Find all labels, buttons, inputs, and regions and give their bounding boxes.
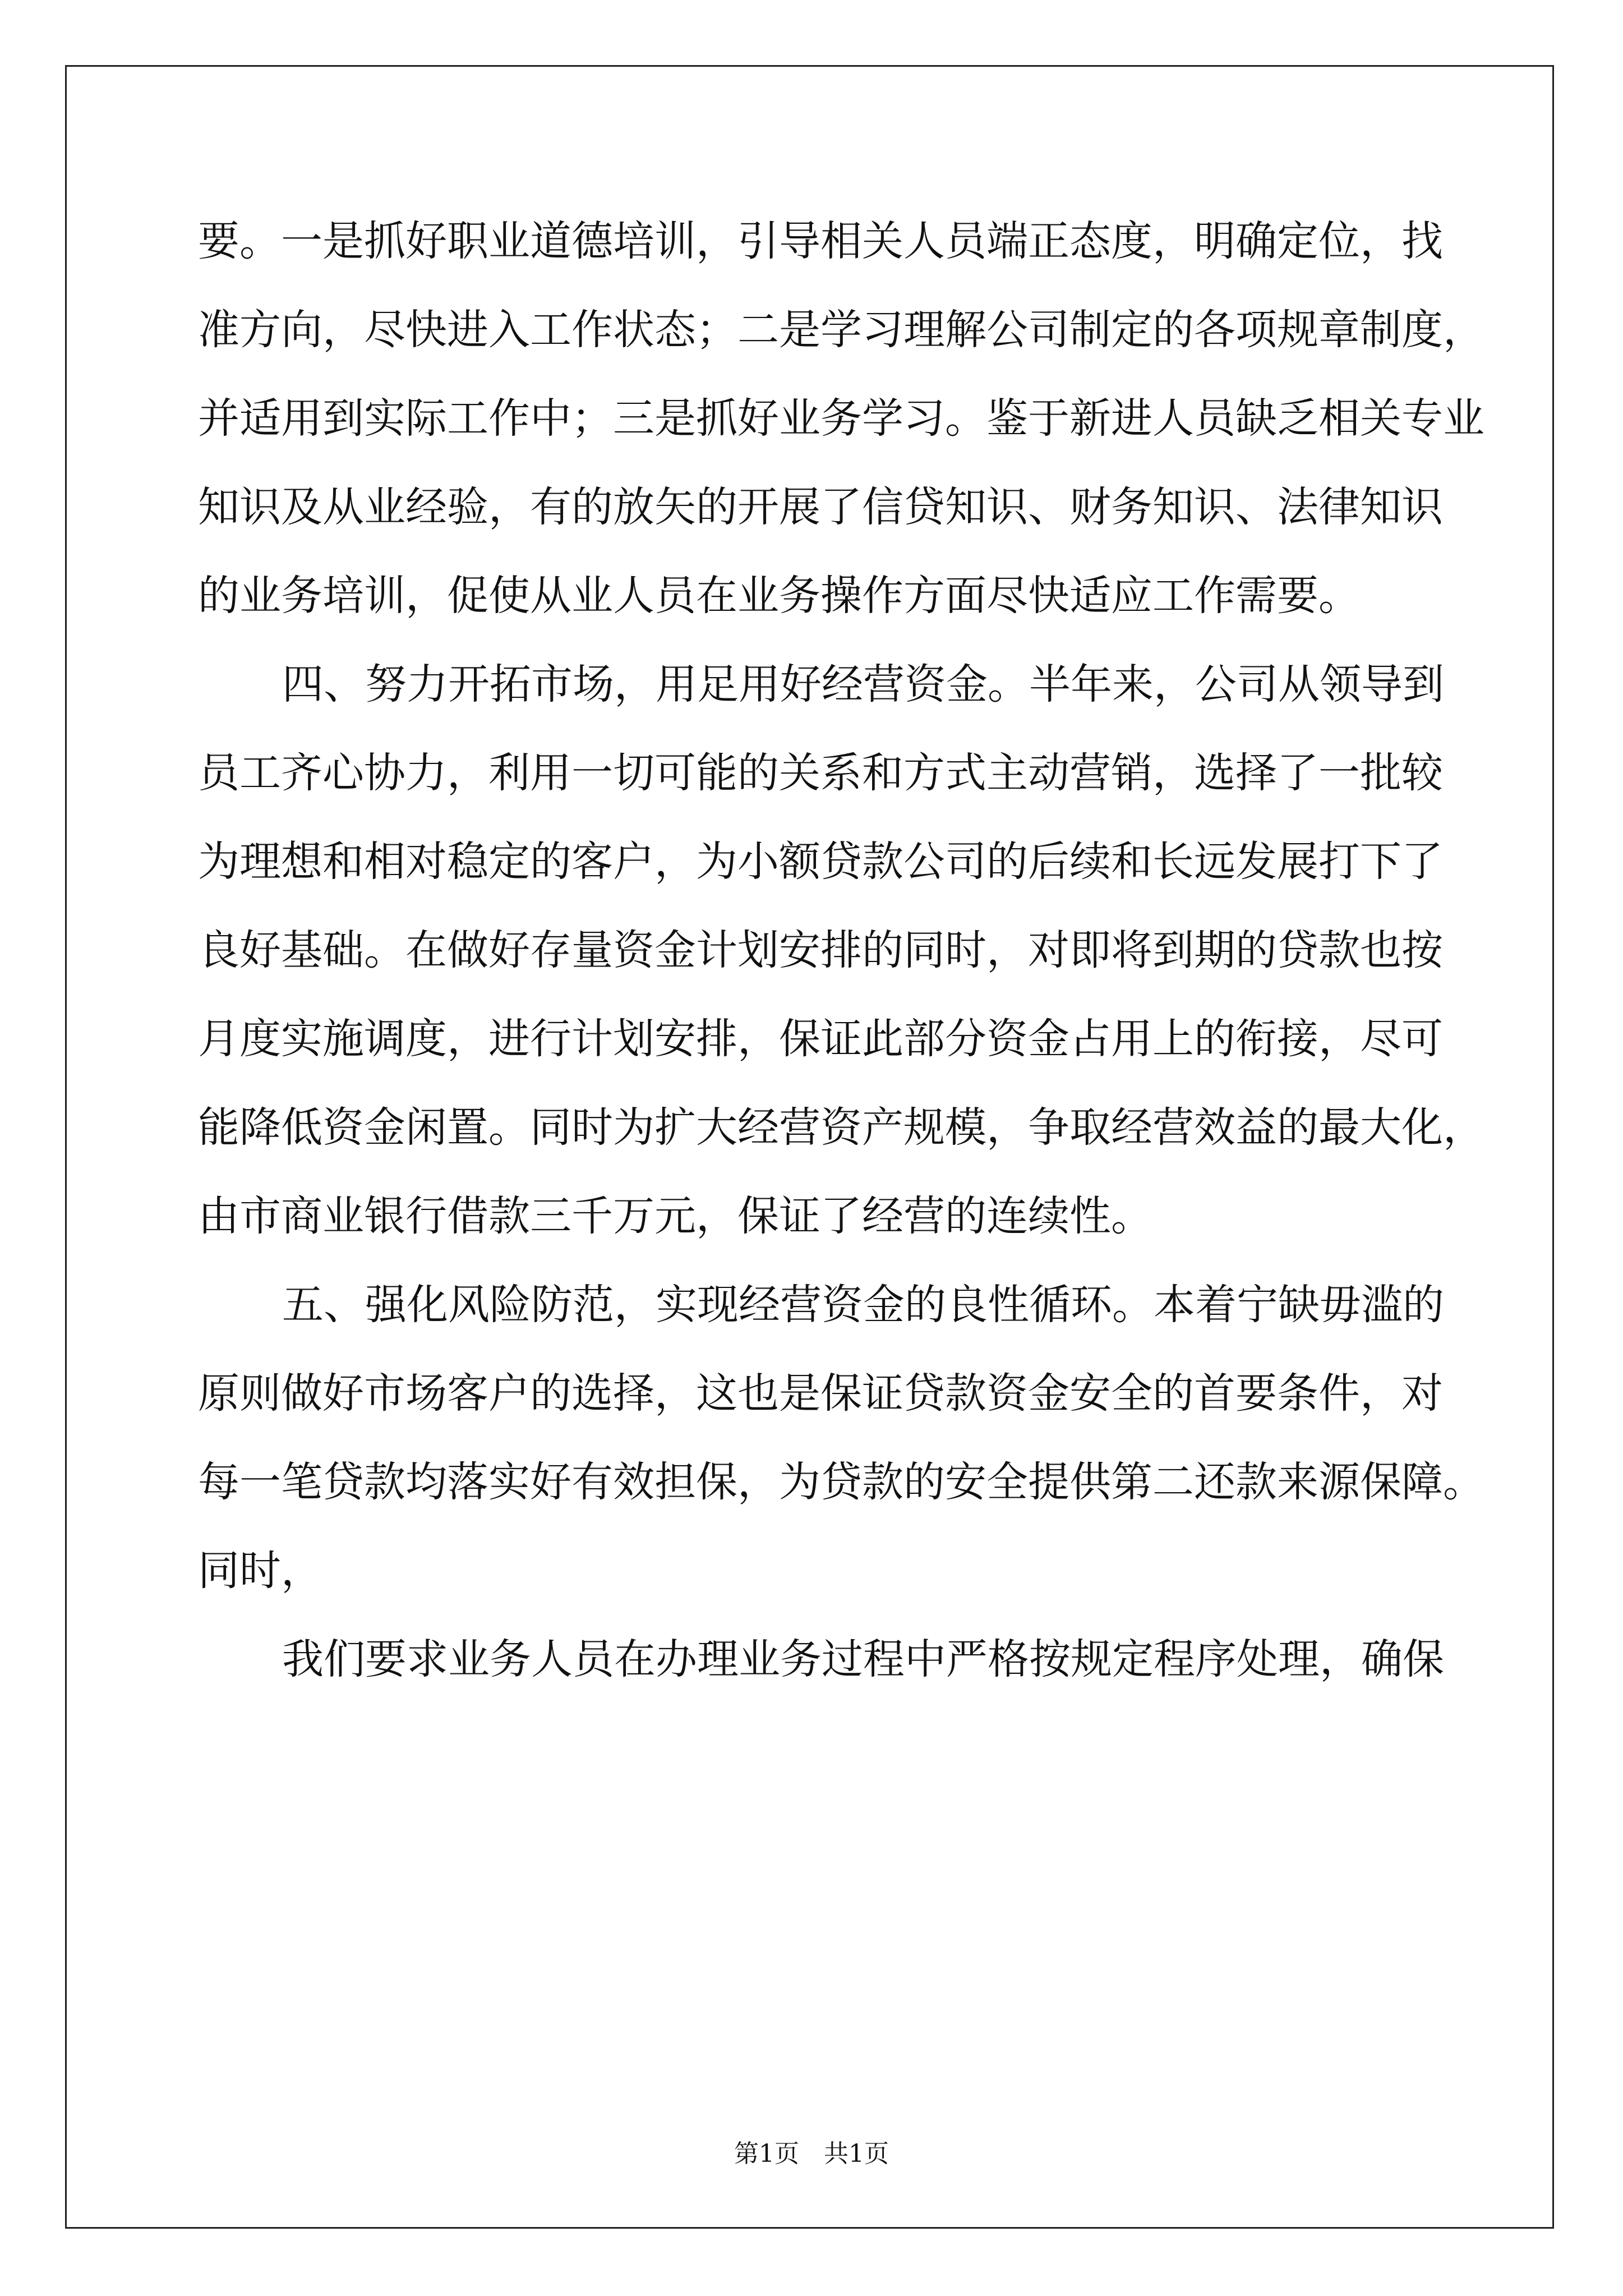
text-line: 原则做好市场客户的选择，这也是保证贷款资金安全的首要条件，对	[198, 1369, 1443, 1418]
text-line: 知识及从业经验，有的放矢的开展了信贷知识、财务知识、法律知识	[198, 483, 1443, 531]
text-line: 的业务培训，促使从业人员在业务操作方面尽快适应工作需要。	[198, 572, 1360, 620]
text-line: 我们要求业务人员在办理业务过程中严格按规定程序处理，确保	[282, 1635, 1444, 1683]
page-number-footer: 第1页 共1页	[734, 2139, 889, 2168]
text-line: 要。一是抓好职业道德培训，引导相关人员端正态度，明确定位，找	[198, 217, 1443, 265]
text-line: 由市商业银行借款三千万元，保证了经营的连续性。	[198, 1192, 1152, 1240]
text-line: 五、强化风险防范，实现经营资金的良性循环。本着宁缺毋滥的	[282, 1281, 1444, 1329]
text-line: 准方向，尽快进入工作状态；二是学习理解公司制定的各项规章制度，	[198, 306, 1484, 354]
text-line: 同时，	[198, 1547, 322, 1595]
text-line: 良好基础。在做好存量资金计划安排的同时，对即将到期的贷款也按	[198, 926, 1443, 974]
text-line: 能降低资金闲置。同时为扩大经营资产规模，争取经营效益的最大化，	[198, 1103, 1484, 1152]
text-line: 每一笔贷款均落实好有效担保，为贷款的安全提供第二还款来源保障。	[198, 1458, 1484, 1506]
text-line: 为理想和相对稳定的客户，为小额贷款公司的后续和长远发展打下了	[198, 838, 1443, 886]
text-line: 员工齐心协力，利用一切可能的关系和方式主动营销，选择了一批较	[198, 749, 1443, 797]
text-line: 并适用到实际工作中；三是抓好业务学习。鉴于新进人员缺乏相关专业	[198, 394, 1484, 443]
text-line: 四、努力开拓市场，用足用好经营资金。半年来，公司从领导到	[282, 660, 1444, 708]
text-line: 月度实施调度，进行计划安排，保证此部分资金占用上的衔接，尽可	[198, 1015, 1443, 1063]
